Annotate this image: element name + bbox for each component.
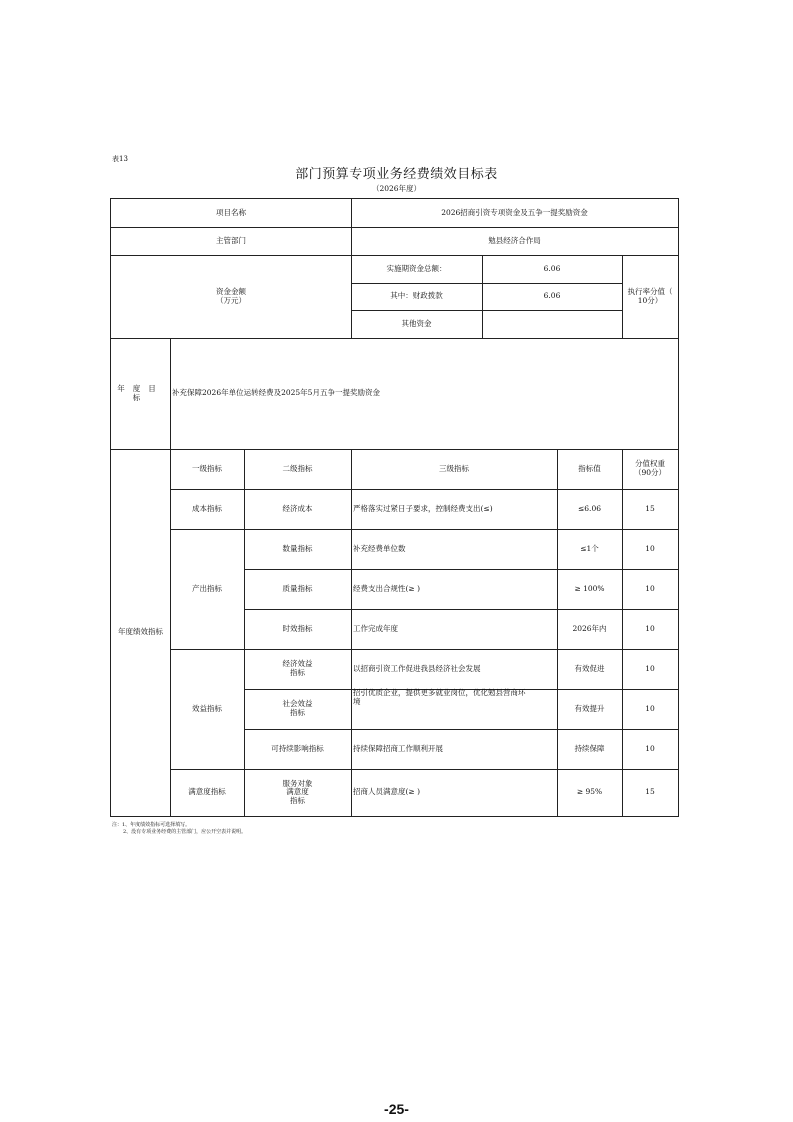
level3-cell: 持续保障招商工作顺利开展: [353, 743, 443, 753]
level1-satisfaction: 满意度指标: [188, 787, 226, 797]
header-weight-line2: （90分）: [633, 468, 667, 477]
other-fund-label: 其他资金: [401, 318, 432, 328]
level2-line: 指标: [290, 708, 305, 717]
indicator-score: 10: [645, 583, 655, 593]
indicator-score: 10: [645, 743, 655, 753]
level3-cell: 经费支出合规性(≥ ): [353, 583, 421, 593]
indicator-score: 15: [645, 503, 655, 513]
level2-cell: [244, 649, 351, 689]
level2-line: 服务对象: [282, 778, 313, 788]
indicator-value: ≥ 100%: [574, 583, 605, 593]
project-name-value: 2026招商引资专项资金及五争一提奖励资金: [441, 207, 588, 217]
indicator-value: 有效提升: [574, 703, 605, 713]
total-fund-label: 实施期资金总额：: [386, 263, 447, 273]
level1-cost: 成本指标: [192, 503, 222, 513]
level2-line: 指标: [290, 668, 305, 677]
other-fund-value: [482, 310, 622, 338]
fiscal-fund-value: 6.06: [543, 291, 561, 301]
dept-label: 主管部门: [216, 235, 246, 245]
indicator-score: 10: [645, 623, 655, 633]
page-title: 部门预算专项业务经费绩效目标表: [295, 167, 498, 182]
level3-cell: 招商人员满意度(≥ ): [353, 787, 421, 797]
indicator-score: 10: [645, 543, 655, 553]
header-level3: 三级指标: [439, 463, 469, 473]
level2-cell: 经济成本: [282, 503, 313, 513]
indicator-score: 10: [645, 663, 655, 673]
header-weight: [622, 449, 678, 489]
indicator-score: 10: [645, 703, 655, 713]
fund-amount-label: [111, 255, 351, 338]
level2-cell: 数量指标: [282, 543, 313, 553]
level3-cell: 以招商引资工作促进我县经济社会发展: [353, 663, 481, 673]
total-fund-value: 6.06: [543, 263, 561, 273]
level2-cell: [244, 769, 351, 816]
indicator-value: 2026年内: [572, 623, 607, 633]
level1-benefit: 效益指标: [192, 703, 222, 713]
indicator-value: ≤1个: [580, 543, 599, 553]
level3-line: 境: [353, 696, 361, 706]
level2-cell: 时效指标: [282, 623, 313, 633]
exec-label-line2: 10分）: [637, 295, 663, 305]
indicator-score: 15: [645, 787, 655, 797]
level2-line: 经济效益: [282, 659, 313, 669]
level3-line: 招引优质企业，提供更多就业岗位，优化勉县营商环: [353, 688, 526, 697]
level2-line: 指标: [290, 795, 305, 805]
header-value: 指标值: [578, 463, 601, 473]
dept-value: 勉县经济合作局: [488, 235, 541, 245]
fund-label-line2: （万元）: [216, 295, 246, 305]
annual-goal-text: 补充保障2026年单位运转经费及2025年5月五争一提奖励资金: [172, 388, 380, 398]
annual-goal-label: 年度目标: [117, 383, 164, 402]
fiscal-fund-label: 其中：财政拨款: [390, 291, 443, 301]
level2-cell: [244, 689, 351, 729]
level2-line: 满意度: [286, 787, 309, 797]
level3-cell: 工作完成年度: [353, 623, 398, 633]
note-line-2: 2、没有专项业务经费的主管部门，应公开空表并说明。: [123, 829, 247, 836]
execution-rate-score: [622, 255, 678, 338]
level2-line: 社会效益: [282, 699, 313, 709]
header-weight-line1: 分值权重: [635, 459, 665, 469]
fund-label-line1: 资金金额: [216, 286, 246, 296]
exec-label-line1: 执行率分值（: [627, 286, 673, 296]
table-notes: [112, 822, 246, 837]
level3-cell: 补充经费单位数: [353, 543, 406, 553]
performance-target-table: [110, 198, 679, 817]
level1-output: 产出指标: [192, 583, 222, 593]
page-number: -25-: [384, 1101, 409, 1117]
header-level1: 一级指标: [192, 463, 222, 473]
level3-cell: 严格落实过紧日子要求，控制经费支出(≤): [353, 503, 493, 513]
fiscal-year: （2026年度）: [371, 184, 422, 193]
header-level2: 二级指标: [282, 463, 313, 473]
note-line-1: 注：1、年度绩效指标可选择填写。: [112, 822, 191, 828]
level2-cell: 质量指标: [282, 583, 313, 593]
level2-cell: 可持续影响指标: [271, 743, 324, 753]
indicator-value: ≤6.06: [578, 503, 601, 513]
project-name-label: 项目名称: [216, 207, 246, 217]
level3-cell: [351, 689, 557, 729]
indicator-value: 有效促进: [574, 663, 605, 673]
performance-indicators-label: 年度绩效指标: [118, 627, 163, 637]
indicator-value: ≥ 95%: [576, 787, 603, 797]
table-number: 表13: [112, 155, 128, 163]
indicator-value: 持续保障: [574, 743, 605, 753]
